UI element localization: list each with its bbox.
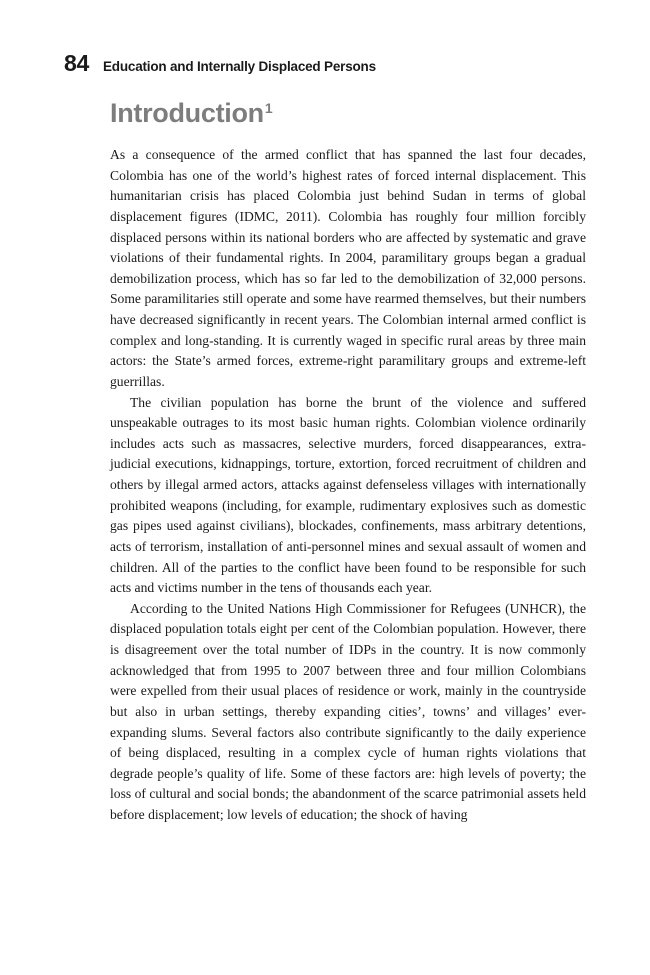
paragraph-3: According to the United Nations High Commissioner for Refugees (UNHCR), the displaced population totals eight per cent of the Colombian population. However, there is disagreement over the total number of IDPs in the country. It is now commonly acknowledged that from 1995 to 2007 between three and four million Colombians were expelled from their usual places of residence or work, mainly in the countryside but also in urban settings, thereby expanding cities’, towns’ and villages’ ever-expanding slums. Several factors also contribute significantly to the daily experience of being displaced, resulting in a complex cycle of human rights violations that degrade people’s quality of life. Some of these factors are: high levels of poverty; the loss of cultural and social bonds; the abandonment of the scarce patrimonial assets held before displacement; low levels of education; the shock of having (110, 600, 586, 822)
section-heading (110, 98, 272, 129)
paragraph-2: The civilian population has borne the brunt of the violence and suffered unspeakable outrages to its most basic human rights. Colombian violence ordinarily includes acts such as massacres, selective murders, forced disappearances, extra-judicial executions, kidnappings, torture, extortion, forced recruitment of children and others by illegal armed actors, attacks against defenseless villages with internationally prohibited weapons (including, for example, rudimentary explosives such as domestic gas pipes used against civilians), blockades, confinements, mass arbitrary detentions, acts of terrorism, installation of anti-personnel mines and sexual assault of women and children. All of the parties to the conflict have been found to be responsible for such acts and victims number in the tens of thousands each year. (110, 394, 586, 596)
section-heading-text: Introduction (110, 98, 264, 128)
body-text (110, 145, 586, 826)
running-title: Education and Internally Displaced Persons (102, 59, 376, 74)
footnote-marker: 1 (264, 100, 273, 116)
paragraph-1: As a consequence of the armed conflict that has spanned the last four decades, Colombia has one of the world’s highest rates of forced internal displacement. This humanitarian crisis has placed Colombia just behind Sudan in terms of global displacement figures (IDMC, 2011). Colombia has roughly four million forcibly displaced persons within its national borders who are affected by systematic and grave violations of their fundamental rights. In 2004, paramilitary groups began a gradual demobilization process, which has so far led to the demobilization of 32,000 persons. Some paramilitaries still operate and some have rearmed themselves, but their numbers have decreased significantly in recent years. The Colombian internal armed conflict is complex and long-standing. It is currently waged in specific rural areas by three main actors: the State’s armed forces, extreme-right paramilitary groups and extreme-left guerrillas. (110, 147, 586, 389)
running-head (64, 50, 376, 77)
page-number: 84 (64, 50, 89, 76)
